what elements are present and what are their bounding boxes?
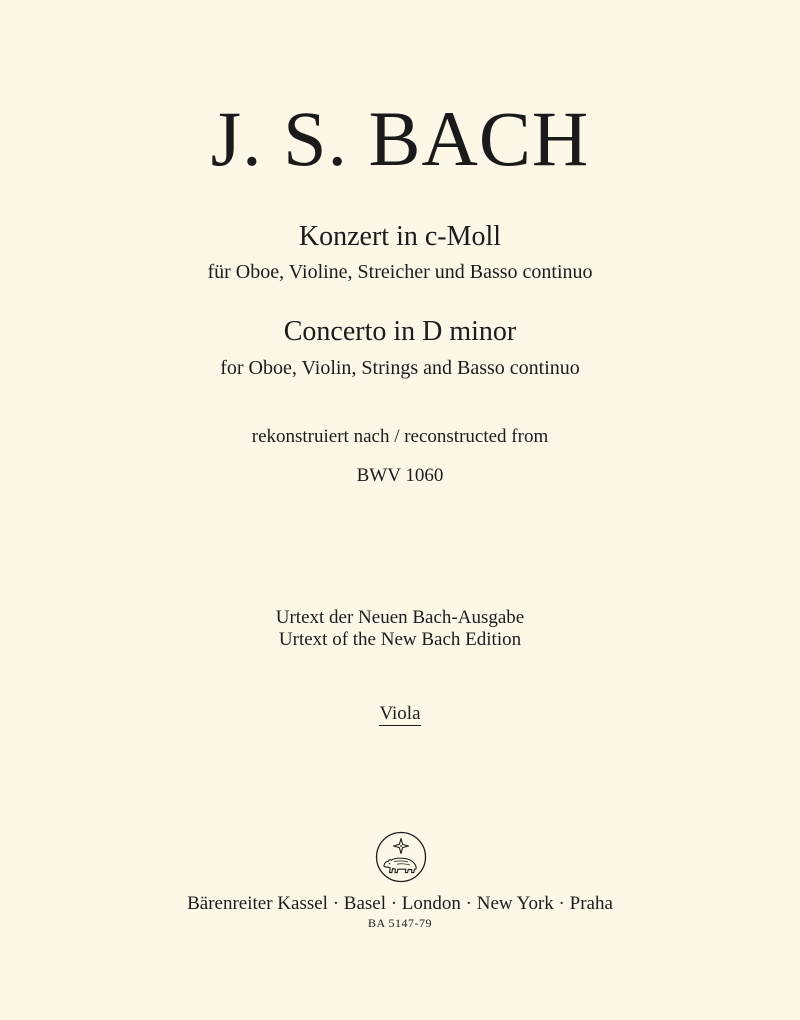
urtext-edition-german: Urtext der Neuen Bach-Ausgabe [275, 607, 525, 628]
part-label: Viola [379, 703, 421, 724]
catalog-number: BA 5147-79 [367, 916, 432, 930]
composer-name: J. S. BACH [210, 95, 590, 182]
work-subtitle-english: for Oboe, Violin, Strings and Basso continuo [220, 357, 580, 379]
urtext-edition-english: Urtext of the New Bach Edition [278, 629, 522, 650]
reconstructed-from-note: rekonstruiert nach / reconstructed from [251, 426, 549, 447]
publisher-cities: Bärenreiter Kassel · Basel · London · New York · Praha [187, 893, 613, 914]
barenreiter-bear-star-logo-icon [375, 831, 427, 883]
work-title-english: Concerto in D minor [283, 316, 517, 347]
part-name [0, 702, 800, 726]
bwv-number: BWV 1060 [356, 465, 444, 486]
work-subtitle-german: für Oboe, Violine, Streicher und Basso continuo [207, 261, 593, 283]
work-title-german: Konzert in c-Moll [298, 221, 502, 252]
